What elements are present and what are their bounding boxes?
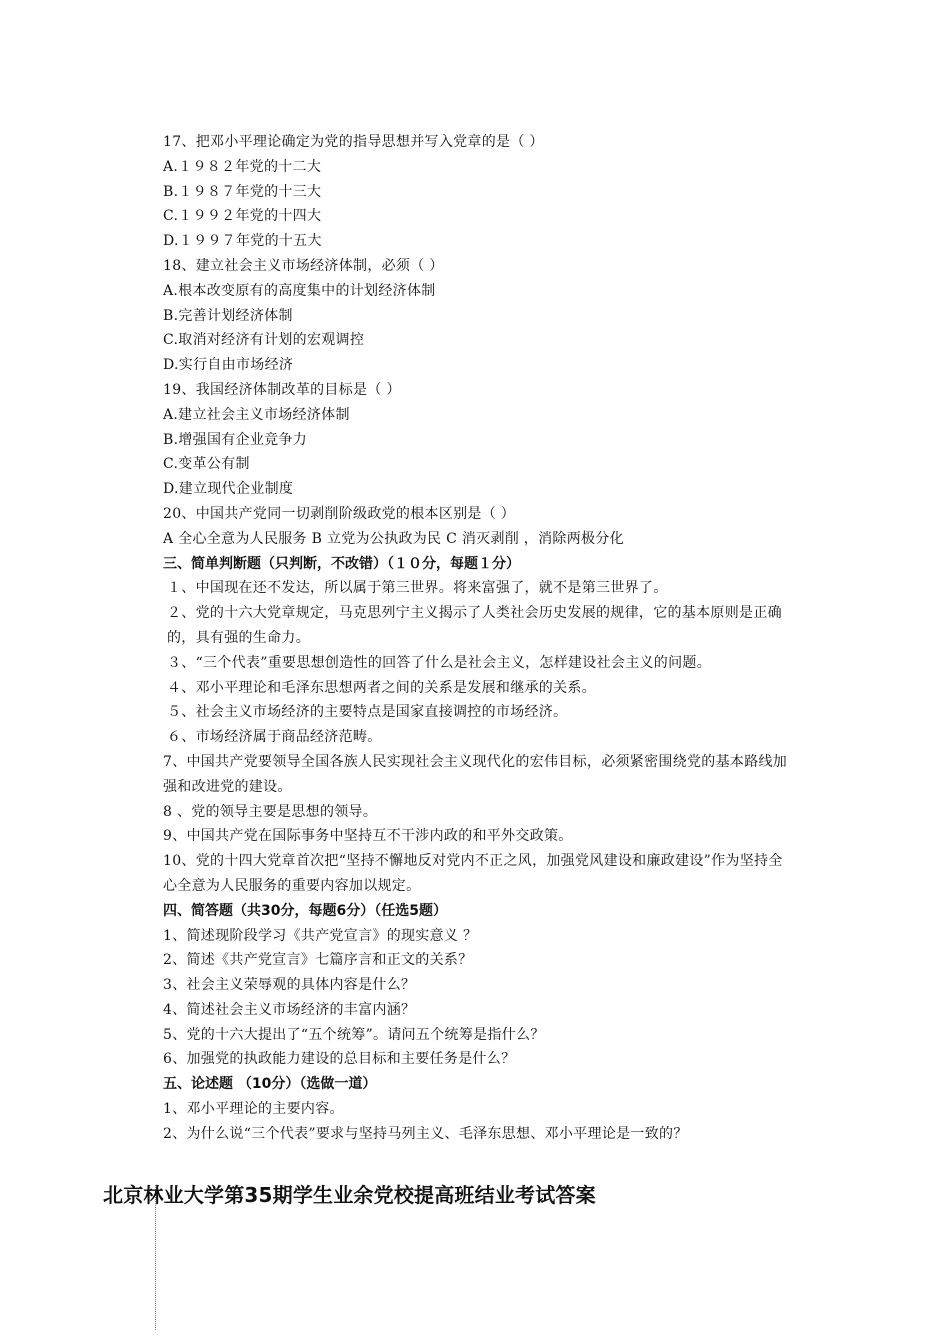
short-answer-item-6: 6、加强党的执政能力建设的总目标和主要任务是什么？: [163, 1051, 516, 1068]
short-answer-item-3: 3、社会主义荣辱观的具体内容是什么？: [163, 977, 416, 994]
judgment-item-1: １、中国现在还不发达，所以属于第三世界。将来富强了，就不是第三世界了。: [167, 580, 668, 597]
question-17-option-d: D.１９９７年党的十五大: [163, 233, 322, 250]
question-19-stem: 19、我国经济体制改革的目标是（ ）: [163, 381, 401, 398]
question-20-stem: 20、中国共产党同一切剥削阶级政党的根本区别是（ ）: [163, 505, 516, 522]
question-19-option-a: A.建立社会主义市场经济体制: [163, 406, 350, 423]
question-18-stem: 18、建立社会主义市场经济体制，必须（ ）: [163, 257, 444, 274]
question-17-option-c: C.１９９２年党的十四大: [163, 208, 322, 225]
judgment-item-5: ５、社会主义市场经济的主要特点是国家直接调控的市场经济。: [167, 704, 568, 721]
essay-item-1: 1、邓小平理论的主要内容。: [163, 1101, 344, 1118]
section-3-heading: 三、简单判断题（只判断，不改错）（１０分，每题１分）: [163, 555, 520, 572]
judgment-item-8: 8 、党的领导主要是思想的领导。: [163, 803, 378, 820]
section-5-heading: 五、论述题 （10分）（选做一道）: [163, 1076, 377, 1093]
answer-key-title: 北京林业大学第35期学生业余党校提高班结业考试答案: [103, 1183, 596, 1207]
judgment-item-7: 7、中国共产党要领导全国各族人民实现社会主义现代化的宏伟目标，必须紧密围绕党的基本路线加强和改进党的建设。: [163, 753, 788, 795]
question-17-option-b: B.１９８７年党的十三大: [163, 183, 322, 200]
question-19-option-b: B.增强国有企业竞争力: [163, 431, 308, 448]
question-17-stem: 17、把邓小平理论确定为党的指导思想并写入党章的是（ ）: [163, 134, 544, 150]
short-answer-item-2: 2、简述《共产党宣言》七篇序言和正文的关系？: [163, 952, 473, 969]
question-19-option-d: D.建立现代企业制度: [163, 481, 294, 498]
question-18-option-b: B.完善计划经济体制: [163, 307, 293, 324]
question-17-option-a: A.１９８２年党的十二大: [163, 158, 322, 175]
question-19-option-c: C.变革公有制: [163, 456, 250, 473]
exam-content: [163, 130, 793, 1147]
question-18-option-a: A.根本改变原有的高度集中的计划经济体制: [163, 282, 436, 299]
short-answer-item-1: 1、简述现阶段学习《共产党宣言》的现实意义 ？: [163, 927, 478, 944]
question-20-options: A 全心全意为人民服务 B 立党为公执政为民 C 消灭剥削 ，消除两极分化: [163, 530, 624, 547]
judgment-item-3: ３、“三个代表”重要思想创造性的回答了什么是社会主义，怎样建设社会主义的问题。: [167, 654, 712, 671]
short-answer-item-5: 5、党的十六大提出了“五个统筹”。请问五个统筹是指什么？: [163, 1026, 545, 1043]
short-answer-item-4: 4、简述社会主义市场经济的丰富内涵？: [163, 1001, 416, 1018]
question-18-option-c: C.取消对经济有计划的宏观调控: [163, 332, 365, 349]
judgment-item-10: 10、党的十四大党章首次把“坚持不懈地反对党内不正之风，加强党风建设和廉政建设”作为坚持全心全意为人民服务的重要内容加以规定。: [163, 853, 783, 894]
section-4-heading: 四、简答题（共30分，每题6分）（任选5题）: [163, 902, 447, 919]
essay-item-2: 2、为什么说“三个代表”要求与坚持马列主义、毛泽东思想、邓小平理论是一致的？: [163, 1125, 688, 1142]
judgment-item-2: ２、党的十六大党章规定，马克思列宁主义揭示了人类社会历史发展的规律，它的基本原则是正确的，具有强的生命力。: [167, 605, 782, 646]
question-18-option-d: D.实行自由市场经济: [163, 357, 294, 374]
judgment-item-9: 9、中国共产党在国际事务中坚持互不干涉内政的和平外交政策。: [163, 828, 573, 845]
judgment-item-4: ４、邓小平理论和毛泽东思想两者之间的关系是发展和继承的关系。: [167, 679, 596, 696]
judgment-item-6: ６、市场经济属于商品经济范畴。: [167, 729, 382, 746]
